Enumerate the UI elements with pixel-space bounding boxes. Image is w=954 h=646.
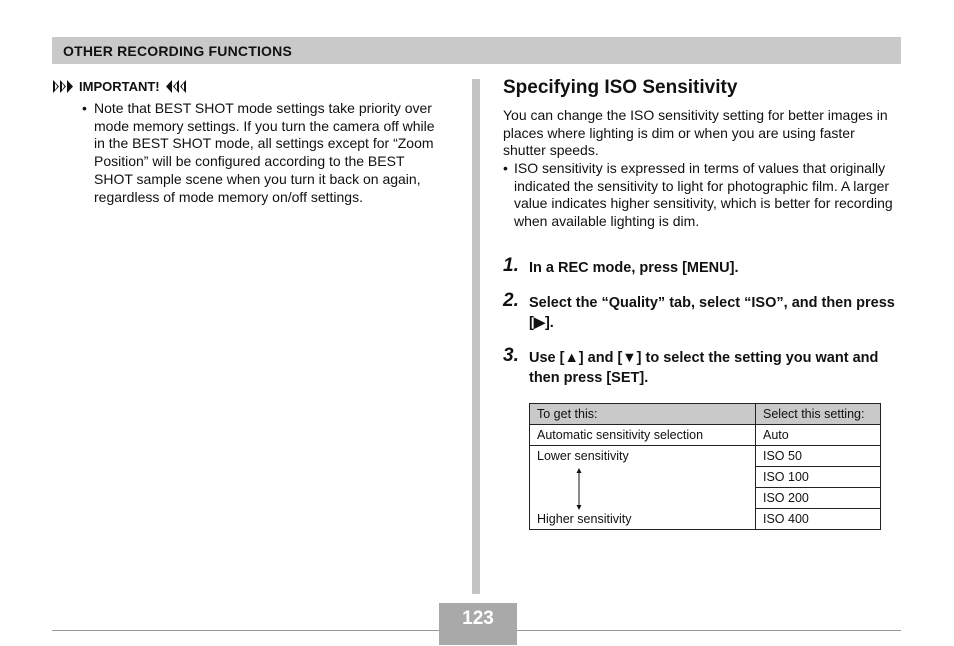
triple-arrow-left-icon <box>164 80 186 93</box>
bullet-icon: • <box>503 160 508 176</box>
page-number: 123 <box>462 608 494 629</box>
step-text: Select the “Quality” tab, select “ISO”, and then press [▶]. <box>529 295 895 331</box>
table-row <box>530 425 881 446</box>
table-header-setting: Select this setting: <box>756 404 881 425</box>
step-number: 2. <box>503 290 519 311</box>
section-header-title: OTHER RECORDING FUNCTIONS <box>63 43 292 59</box>
bullet-icon: • <box>82 100 87 116</box>
important-list <box>82 100 442 206</box>
intro-paragraph: You can change the ISO sensitivity setting for better images in places where lighting is dim or when you are using faster shutter speeds. <box>503 107 888 159</box>
table-cell-setting: Auto <box>756 425 881 446</box>
step-number: 1. <box>503 255 519 276</box>
page-number-box <box>439 603 517 645</box>
table-cell-setting: ISO 50 <box>756 446 881 467</box>
intro-bullet <box>503 160 901 231</box>
table-cell-goal: Automatic sensitivity selection <box>530 425 756 446</box>
step-text: In a REC mode, press [MENU]. <box>529 260 739 276</box>
section-title: Specifying ISO Sensitivity <box>503 77 738 98</box>
triple-arrow-right-icon <box>53 80 75 93</box>
important-note-text: Note that BEST SHOT mode settings take priority over mode memory settings. If you turn the camera off while in the BEST SHOT mode, all settings except for “Zoom Position” will be configured according to the BEST SHOT sample scene when you turn it back on again, regardless of mode memory on/off settings. <box>94 100 435 205</box>
higher-sensitivity-label: Higher sensitivity <box>537 512 632 526</box>
table-cell-setting: ISO 100 <box>756 467 881 488</box>
important-label: IMPORTANT! <box>79 78 160 94</box>
important-heading <box>53 78 186 94</box>
table-cell-setting: ISO 200 <box>756 488 881 509</box>
lower-sensitivity-label: Lower sensitivity <box>537 449 629 463</box>
table-cell-setting: ISO 400 <box>756 509 881 530</box>
sensitivity-range-cell <box>530 446 756 530</box>
double-arrow-vertical-icon <box>574 468 584 510</box>
table-header-row <box>530 404 881 425</box>
iso-settings-table <box>529 403 881 530</box>
intro-bullet-text: ISO sensitivity is expressed in terms of values that originally indicated the sensitivity to light for photographic film. A larger value indicates higher sensitivity, which is better for recording when available lighting is dim. <box>514 160 893 230</box>
step-number: 3. <box>503 345 519 366</box>
table-row <box>530 446 881 467</box>
column-divider <box>472 79 480 594</box>
important-note <box>82 100 442 206</box>
section-header-bar <box>52 37 901 64</box>
step-text: Use [▲] and [▼] to select the setting you want and then press [SET]. <box>529 350 879 386</box>
table-header-goal: To get this: <box>530 404 756 425</box>
